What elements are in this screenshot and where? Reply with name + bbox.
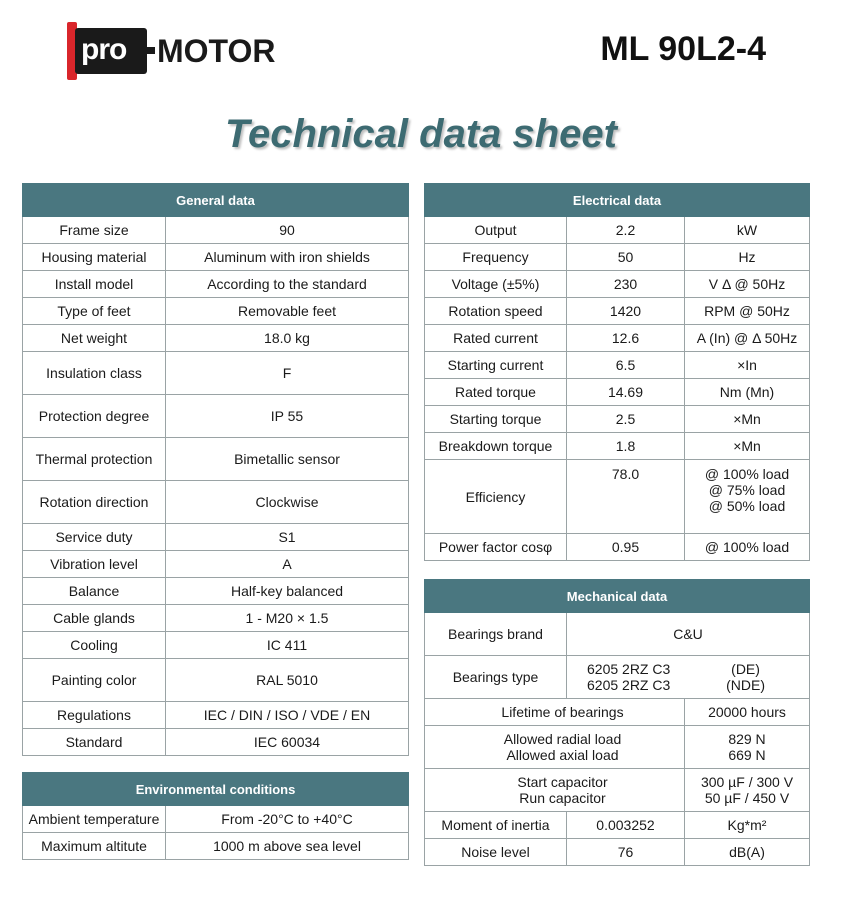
table-row: Ambient temperature From -20°C to +40°C xyxy=(23,806,409,833)
general-data-header: General data xyxy=(23,184,409,217)
table-row: Rated current 12.6 A (In) @ Δ 50Hz xyxy=(425,325,810,352)
table-row: Insulation class F xyxy=(23,352,409,395)
table-row: Cooling IC 411 xyxy=(23,632,409,659)
table-row: Bearings brand C&U xyxy=(425,613,810,656)
mechanical-data-header: Mechanical data xyxy=(425,580,810,613)
general-data-table xyxy=(22,183,409,756)
table-row: Start capacitor Run capacitor 300 µF / 300 V 50 µF / 450 V xyxy=(425,769,810,812)
table-row: Maximum altitute 1000 m above sea level xyxy=(23,833,409,860)
table-row: Allowed radial load Allowed axial load 829 N 669 N xyxy=(425,726,810,769)
table-row: Vibration level A xyxy=(23,551,409,578)
model-number: ML 90L2-4 xyxy=(600,30,766,68)
electrical-data-table xyxy=(424,183,810,561)
table-row: Type of feet Removable feet xyxy=(23,298,409,325)
table-row: Regulations IEC / DIN / ISO / VDE / EN xyxy=(23,702,409,729)
table-row: Starting torque 2.5 ×Mn xyxy=(425,406,810,433)
logo-pro-text: pro xyxy=(81,33,127,66)
table-row: Starting current 6.5 ×In xyxy=(425,352,810,379)
table-row: Install model According to the standard xyxy=(23,271,409,298)
table-row: Noise level 76 dB(A) xyxy=(425,839,810,866)
table-row: Output 2.2 kW xyxy=(425,217,810,244)
table-row: Protection degree IP 55 xyxy=(23,395,409,438)
logo-mark xyxy=(67,22,149,80)
table-row: Housing material Aluminum with iron shields xyxy=(23,244,409,271)
brand-logo xyxy=(67,22,276,80)
table-row: Frame size 90 xyxy=(23,217,409,244)
table-row: Service duty S1 xyxy=(23,524,409,551)
table-row: Balance Half-key balanced xyxy=(23,578,409,605)
table-row: Net weight 18.0 kg xyxy=(23,325,409,352)
table-row: Moment of inertia 0.003252 Kg*m² xyxy=(425,812,810,839)
mechanical-data-table xyxy=(424,579,810,866)
table-row: Cable glands 1 - M20 × 1.5 xyxy=(23,605,409,632)
electrical-data-header: Electrical data xyxy=(425,184,810,217)
table-row: Rotation direction Clockwise xyxy=(23,481,409,524)
environmental-header: Environmental conditions xyxy=(23,773,409,806)
environmental-table xyxy=(22,772,409,860)
table-row: Rated torque 14.69 Nm (Mn) xyxy=(425,379,810,406)
table-row: Bearings type 6205 2RZ C3 6205 2RZ C3 (DE) (NDE) xyxy=(425,656,810,699)
logo-motor-text: MOTOR xyxy=(157,32,276,69)
table-row: Frequency 50 Hz xyxy=(425,244,810,271)
table-row: Voltage (±5%) 230 V Δ @ 50Hz xyxy=(425,271,810,298)
efficiency-row: Efficiency 78.0 @ 100% load @ 75% load @ 50% load xyxy=(425,460,810,534)
table-row: Standard IEC 60034 xyxy=(23,729,409,756)
table-row: Painting color RAL 5010 xyxy=(23,659,409,702)
table-row: Rotation speed 1420 RPM @ 50Hz xyxy=(425,298,810,325)
table-row: Breakdown torque 1.8 ×Mn xyxy=(425,433,810,460)
table-row: Thermal protection Bimetallic sensor xyxy=(23,438,409,481)
table-row: Power factor cosφ 0.95 @ 100% load xyxy=(425,534,810,561)
table-row: Lifetime of bearings 20000 hours xyxy=(425,699,810,726)
page-title: Technical data sheet xyxy=(225,112,617,156)
